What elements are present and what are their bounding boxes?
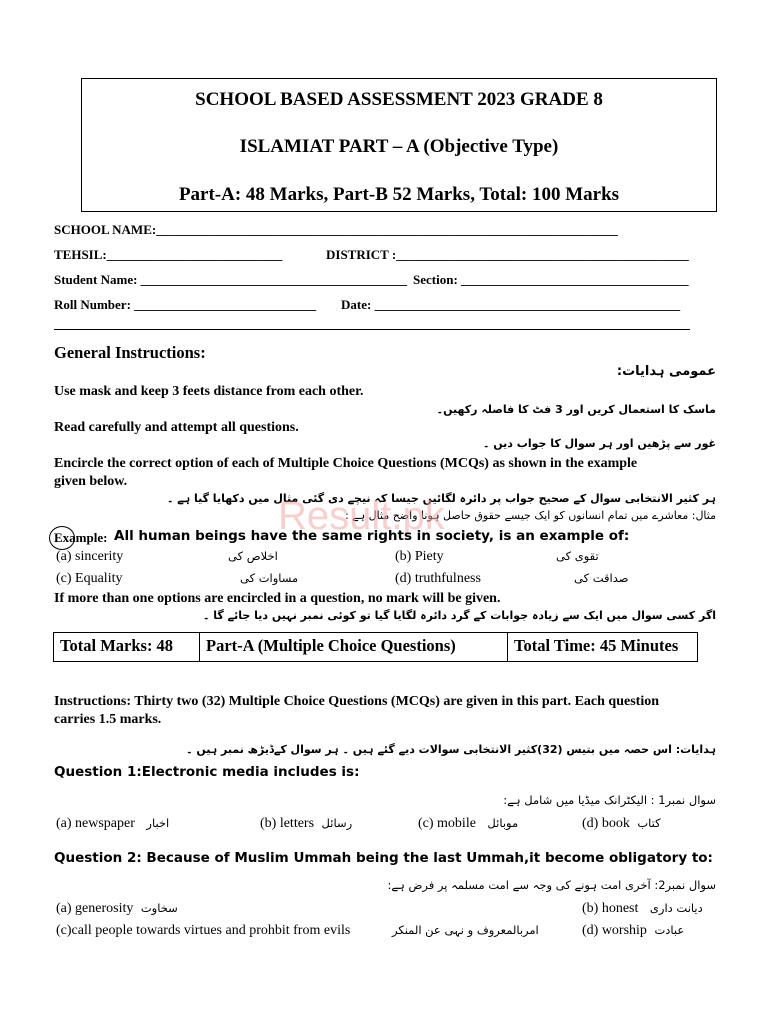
example-urdu: مثال: معاشرے میں تمام انسانوں کو ایک جیسے حقوق حاصل ہونا واضح مثال ہے : [345, 509, 716, 522]
marks-table [53, 632, 698, 662]
total-marks-cell: Total Marks: 48 [54, 633, 200, 661]
student-name-field[interactable]: Student Name: _________________________________________ [54, 272, 408, 287]
instruction-mask-urdu: ماسک کا استعمال کریں اور 3 فٹ کا فاصلہ رکھیں۔ [436, 403, 716, 416]
q2-option-b-urdu: دیانت داری [649, 901, 703, 915]
urdu-instructions-heading: عمومی ہدایات: [616, 364, 716, 379]
q1-option-d[interactable] [582, 816, 661, 832]
question-2: Question 2: Because of Muslim Ummah being the last Ummah,it become obligatory to: [54, 850, 713, 866]
multiple-circle-rule: If more than one options are encircled in a question, no mark will be given. [54, 591, 501, 606]
example-option-c: (c) Equality [56, 571, 123, 586]
school-name-field[interactable]: SCHOOL NAME:_______________________________________________________________________ [54, 222, 618, 237]
question-2-urdu: سوال نمبر2: آخری امت ہونے کی وجہ سے امت مسلمہ پر فرض ہے: [387, 878, 716, 892]
q1-option-b-text: (b) letters [260, 816, 315, 831]
q2-option-b[interactable] [582, 901, 703, 917]
q1-option-a-urdu: اخبار [146, 816, 170, 830]
general-instructions-heading: General Instructions: [54, 343, 206, 362]
example-label: Example: [54, 530, 108, 545]
q2-option-d-text: (d) worship [582, 923, 647, 938]
example-option-b-urdu: تقوی کی [556, 549, 599, 563]
roll-number-field[interactable]: Roll Number: ____________________________ [54, 297, 317, 312]
q2-option-a-text: (a) generosity [56, 901, 134, 916]
exam-title: SCHOOL BASED ASSESSMENT 2023 GRADE 8 [195, 89, 603, 110]
instruction-mask: Use mask and keep 3 feets distance from each other. [54, 384, 364, 399]
separator-line [54, 329, 690, 330]
instruction-read-urdu: غور سے پڑھیں اور ہر سوال کا جواب دیں ۔ [482, 437, 716, 450]
example-option-b: (b) Piety [395, 549, 444, 564]
total-time-cell: Total Time: 45 Minutes [514, 636, 679, 655]
marks-summary: Part-A: 48 Marks, Part-B 52 Marks, Total: 100 Marks [178, 184, 620, 205]
q2-option-c-text: (c)call people towards virtues and prohbit from evils [56, 923, 351, 938]
q2-option-c-urdu: امربالمعروف و نہی عن المنکر [392, 923, 539, 937]
q1-option-b[interactable] [260, 816, 352, 832]
example-option-a-urdu: اخلاص کی [228, 549, 278, 563]
instruction-encircle-cont: given below. [54, 474, 128, 489]
section-field[interactable]: Section: ___________________________________ [413, 272, 689, 287]
q1-option-c-urdu: موبائل [487, 816, 519, 830]
q1-option-c[interactable] [418, 816, 518, 832]
example-option-d: (d) truthfulness [395, 571, 481, 586]
q1-option-b-urdu: رسائل [321, 816, 353, 830]
part-instructions: Instructions: Thirty two (32) Multiple Choice Questions (MCQs) are given in this part. Each question [54, 694, 659, 709]
q1-option-c-text: (c) mobile [418, 816, 476, 831]
watermark: Result.pk [278, 494, 445, 538]
question-1-urdu: سوال نمبر1 : الیکٹرانک میڈیا میں شامل ہے: [503, 793, 716, 807]
q2-option-a-urdu: سخاوت [140, 901, 178, 915]
example-option-d-urdu: صداقت کی [574, 571, 629, 585]
date-field[interactable]: Date: _______________________________________________ [341, 297, 681, 312]
example-question: All human beings have the same rights in society, is an example of: [114, 528, 630, 544]
example-option-a: (a) sincerity [56, 549, 124, 564]
q1-option-a-text: (a) newspaper [56, 816, 135, 831]
q2-option-b-text: (b) honest [582, 901, 639, 916]
q2-option-d-urdu: عبادت [654, 923, 685, 937]
header-box [81, 78, 717, 212]
example-option-c-urdu: مساوات کی [240, 571, 299, 585]
instruction-read: Read carefully and attempt all questions. [54, 420, 299, 435]
part-instructions-cont: carries 1.5 marks. [54, 712, 162, 727]
part-instructions-urdu: ہدایات: اس حصہ میں بتیس (32)کثیر الانتخابی سوالات دیے گئے ہیں ۔ ہر سوال کےڈیڑھ نمبر ہیں ۔ [186, 743, 716, 756]
instruction-encircle-urdu: ہر کثیر الانتخابی سوال کے صحیح جواب پر دائرہ لگائیں جیسا کہ نیچے دی گئی مثال میں دکھایا گیا ہے ۔ [166, 492, 716, 505]
tehsil-field[interactable]: TEHSIL:___________________________ [54, 247, 283, 262]
multiple-circle-rule-urdu: اگر کسی سوال میں ایک سے زیادہ جوابات کے گرد دائرہ لگایا گیا تو کوئی نمبر نہیں دیا جائے گا ۔ [203, 609, 716, 622]
q2-option-a[interactable] [56, 901, 178, 917]
q2-option-c[interactable] [56, 923, 350, 939]
district-field[interactable]: DISTRICT :_____________________________________________ [326, 247, 689, 262]
instruction-encircle: Encircle the correct option of each of Multiple Choice Questions (MCQs) as shown in the example [54, 456, 638, 471]
subject-title: ISLAMIAT PART – A (Objective Type) [239, 136, 559, 157]
q1-option-a[interactable] [56, 816, 169, 832]
q1-option-d-urdu: کتاب [637, 816, 661, 830]
part-cell: Part-A (Multiple Choice Questions) [200, 633, 508, 661]
q1-option-d-text: (d) book [582, 816, 630, 831]
q2-option-d[interactable] [582, 923, 684, 939]
question-1: Question 1:Electronic media includes is: [54, 764, 360, 780]
